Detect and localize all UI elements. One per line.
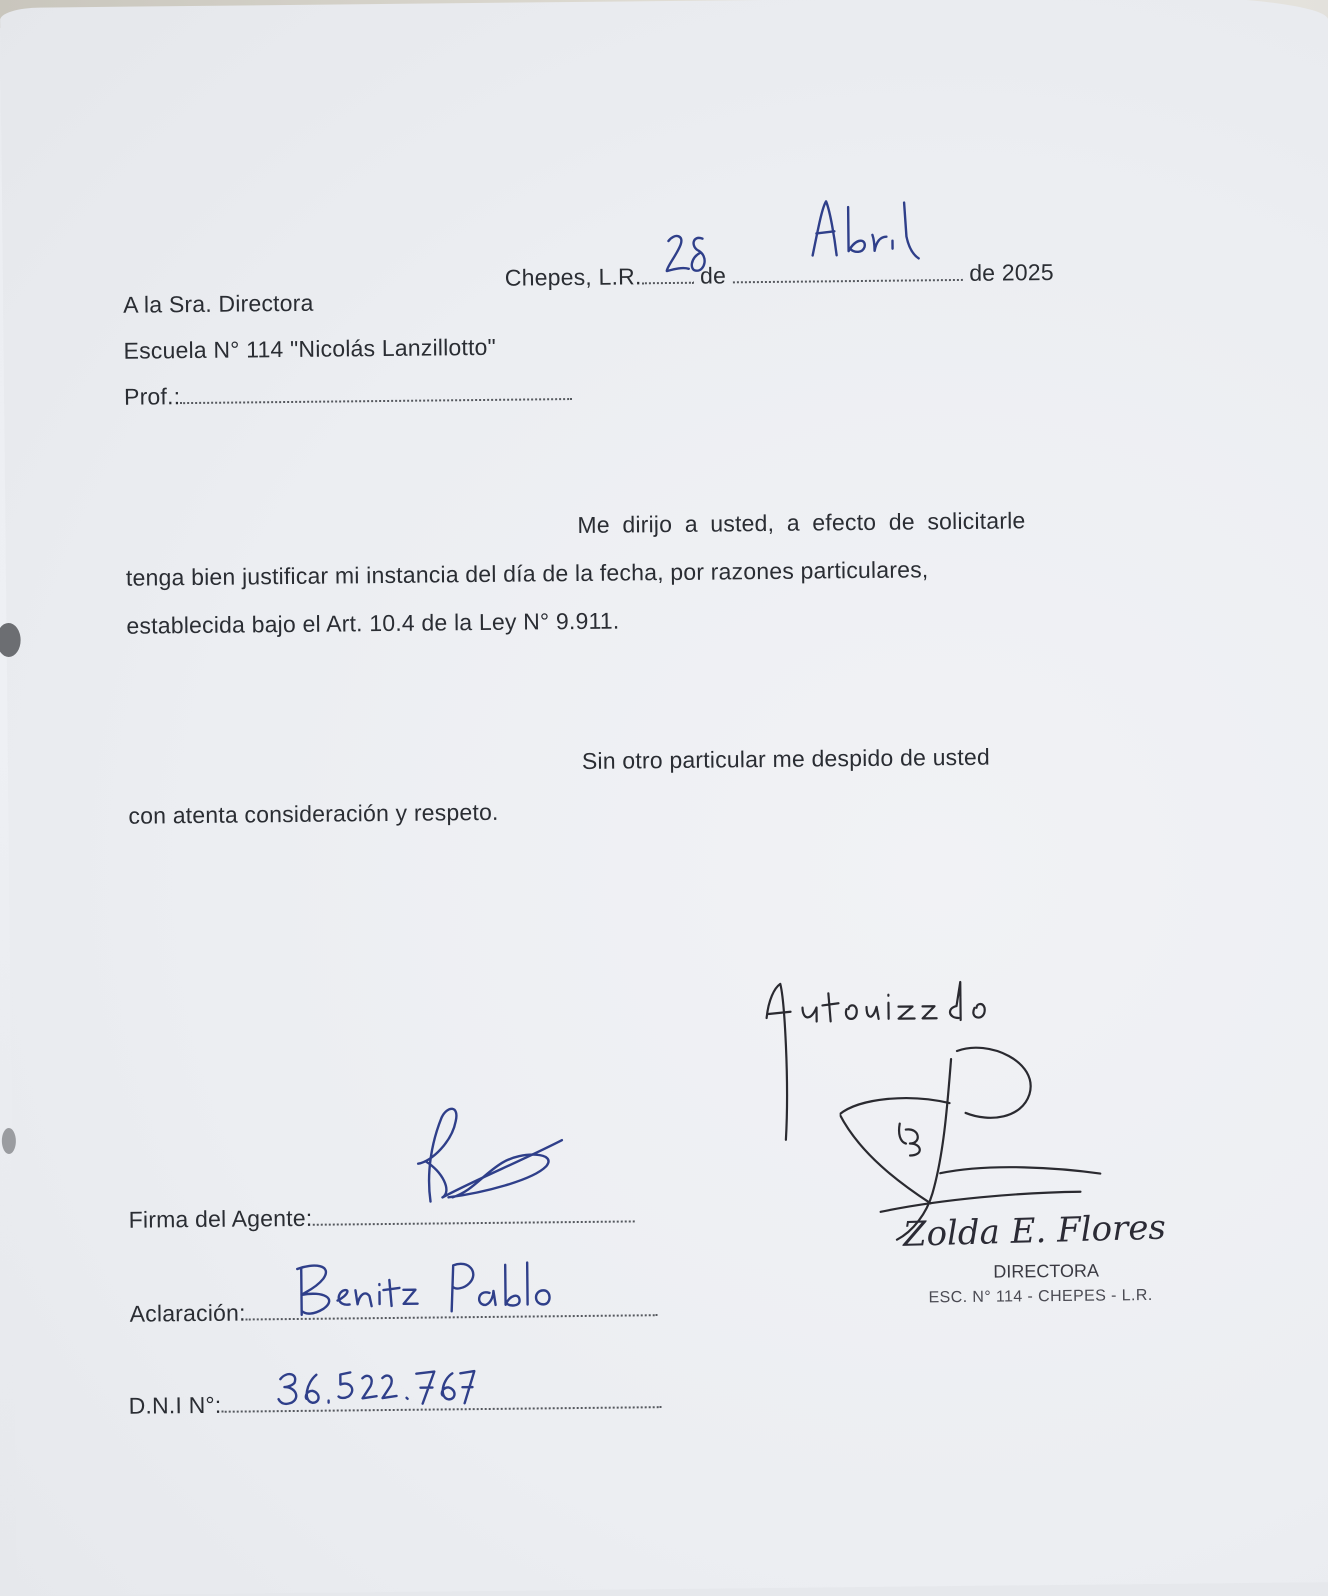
prof-blank (180, 398, 572, 404)
stamp-name: Zolda E. Flores (902, 1207, 1167, 1255)
place-text: Chepes, L.R. (504, 263, 642, 291)
dni-handwriting (276, 1367, 476, 1413)
handwritten-day (662, 231, 712, 278)
day-blank (642, 282, 694, 285)
body-para2-start: Sin otro particular me despido de usted (581, 743, 991, 774)
body-para1-start: Me dirijo a usted, a efecto de solicitarle (577, 507, 1026, 538)
prof-line (124, 379, 572, 411)
agent-signature (411, 1100, 572, 1212)
stamp-role: DIRECTORA (993, 1260, 1100, 1282)
stamp-school: ESC. N° 114 - CHEPES - L.R. (928, 1287, 1153, 1307)
aclaracion-handwriting (293, 1258, 554, 1321)
body-para2-line2: con atenta consideración y respeto. (128, 798, 499, 829)
month-blank (733, 279, 963, 283)
punch-hole (0, 623, 21, 657)
prof-label: Prof.: (123, 383, 181, 410)
punch-hole (2, 1128, 16, 1154)
firma-blank (312, 1220, 634, 1225)
recipient-line-2: Escuela N° 114 "Nicolás Lanzillotto" (123, 333, 497, 364)
body-para1-line3: establecida bajo el Art. 10.4 de la Ley N° 9.911. (126, 607, 620, 639)
handwritten-month (808, 196, 929, 269)
body-para1-line2: tenga bien justificar mi instancia del día de la fecha, por razones particulares, (125, 556, 929, 591)
firma-label: Firma del Agente: (128, 1204, 313, 1233)
year-text: de 2025 (969, 258, 1054, 286)
date-line (505, 259, 1054, 292)
recipient-line-1: A la Sra. Directora (122, 289, 314, 318)
dni-label: D.N.I N°: (128, 1391, 222, 1419)
aclaracion-label: Aclaración: (129, 1299, 246, 1327)
de-text: de (699, 262, 727, 289)
